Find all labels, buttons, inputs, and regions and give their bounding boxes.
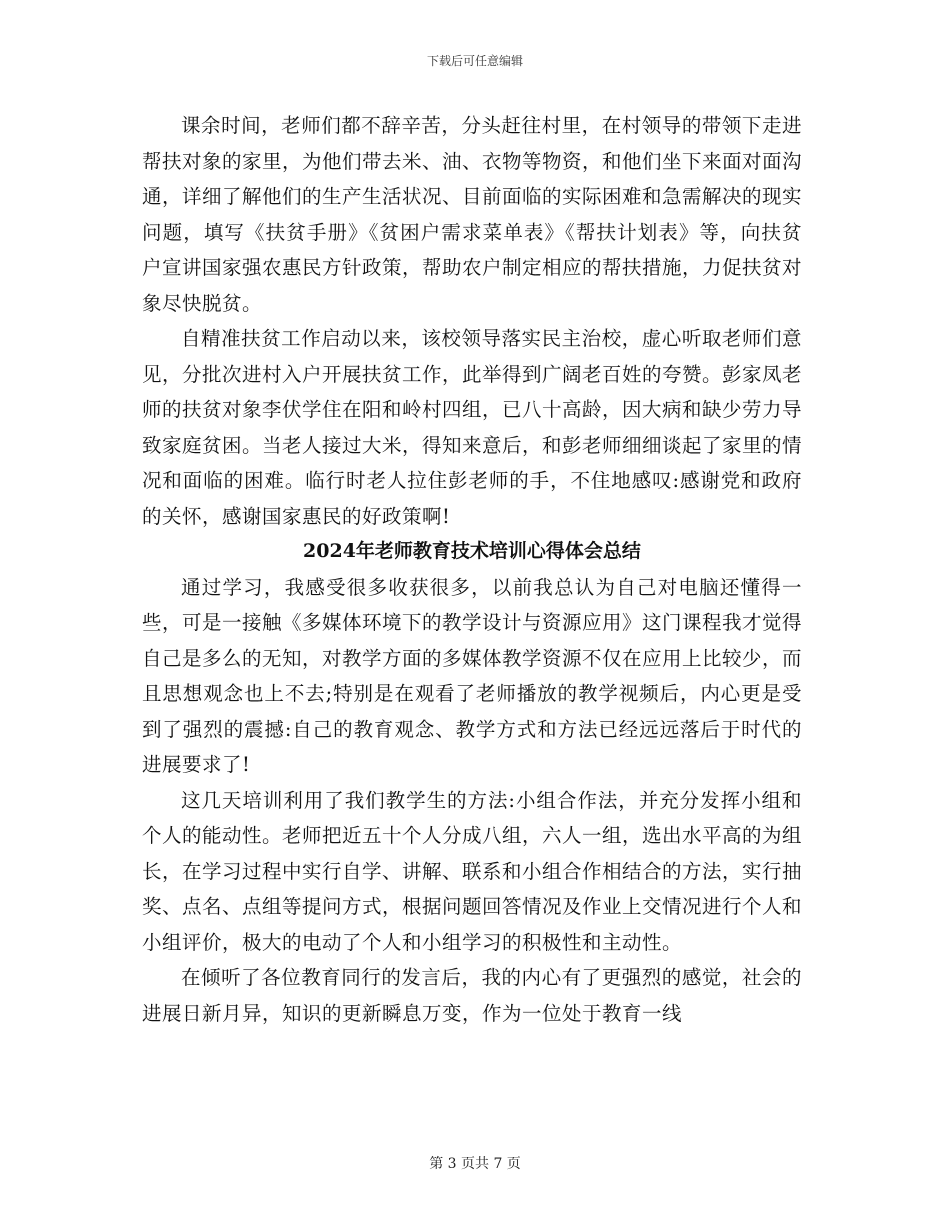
paragraph-group-cooperation: 这几天培训利用了我们教学生的方法:小组合作法，并充分发挥小组和个人的能动性。老师把近五十个人分成八组，六人一组，选出水平高的为组长，在学习过程中实行自学、讲解、联系和小组合作相结合的方法，实行抽奖、点名、点组等提问方式，根据问题回答情况及作业上交情况进行个人和小组评价，极大的电动了个人和小组学习的积极性和主动性。: [142, 788, 803, 954]
paragraph-poverty-alleviation: 自精准扶贫工作启动以来，该校领导落实民主治校，虚心听取老师们意见，分批次进村入户开展扶贫工作，此举得到广阔老百姓的夸赞。彭家凤老师的扶贫对象李伏学住在阳和岭村四组，已八十高龄，因大病和缺少劳力导致家庭贫困。当老人接过大米，得知来意后，和彭老师细细谈起了家里的情况和面临的困难。临行时老人拉住彭老师的手，不住地感叹:感谢党和政府的关怀，感谢国家惠民的好政策啊!: [142, 327, 803, 528]
document-body: [142, 108, 802, 1031]
paragraph-learning-reflection: 通过学习，我感受很多收获很多，以前我总认为自己对电脑还懂得一些，可是一接触《多媒体环境下的教学设计与资源应用》这门课程我才觉得自己是多么的无知，对教学方面的多媒体教学资源不仅在应用上比较少，而且思想观念也上不去;特别是在观看了老师播放的教学视频后，内心更是受到了强烈的震撼:自己的教育观念、教学方式和方法已经远远落后于时代的进展要求了!: [142, 575, 803, 776]
section-title: 2024年老师教育技术培训心得体会总结: [303, 540, 641, 562]
paragraph-peer-speeches: 在倾听了各位教育同行的发言后，我的内心有了更强烈的感觉，社会的进展日新月异，知识的更新瞬息万变，作为一位处于教育一线: [142, 966, 802, 1025]
page-number-footer: 第 3 页共 7 页: [429, 1156, 521, 1172]
page-header: 下载后可任意编辑: [426, 54, 523, 68]
paragraph-village-visits: 课余时间，老师们都不辞辛苦，分头赶往村里，在村领导的带领下走进帮扶对象的家里，为他们带去米、油、衣物等物资，和他们坐下来面对面沟通，详细了解他们的生产生活状况、目前面临的实际困难和急需解决的现实问题，填写《扶贫手册》《贫困户需求菜单表》《帮扶计划表》等，向扶贫户宣讲国家强农惠民方针政策，帮助农户制定相应的帮扶措施，力促扶贫对象尽快脱贫。: [142, 114, 803, 315]
